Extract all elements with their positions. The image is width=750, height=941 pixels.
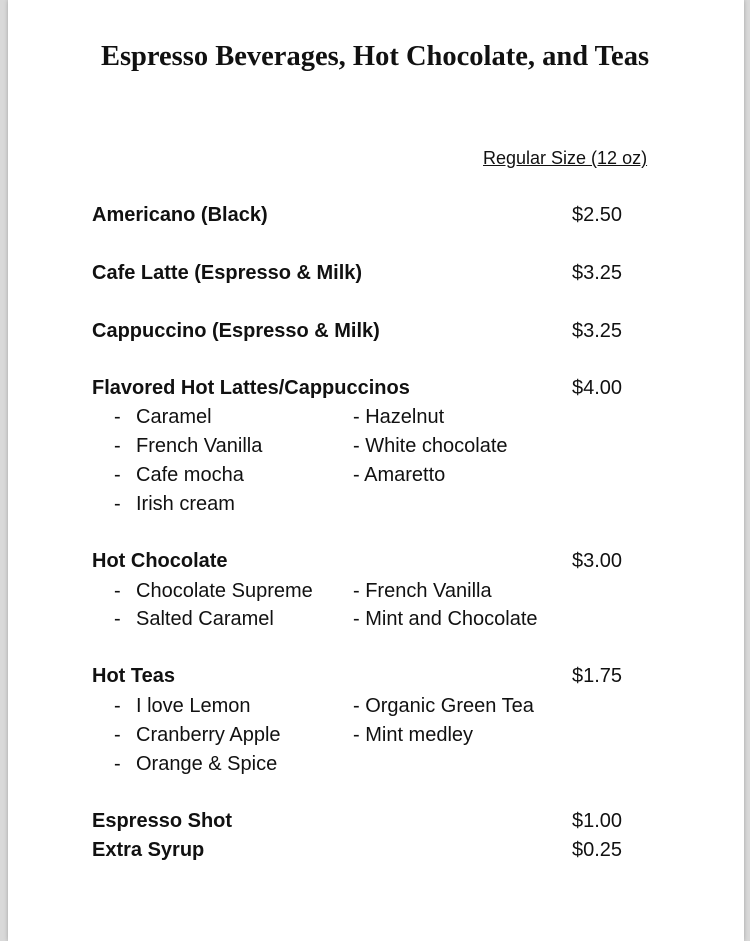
item-cappuccino: Cappuccino (Espresso & Milk): [92, 320, 380, 342]
flavor-option: - Orange & Spice: [114, 753, 278, 775]
price-cappuccino: $3.25: [572, 320, 623, 342]
price-hot-teas: $1.75: [572, 665, 623, 687]
item-hot-chocolate: Hot Chocolate: [92, 550, 228, 572]
item-espresso-shot: Espresso Shot: [92, 810, 233, 832]
flavor-option: - Hazelnut: [353, 406, 445, 428]
item-cafe-latte: Cafe Latte (Espresso & Milk): [92, 262, 363, 284]
item-americano: Americano (Black): [92, 204, 268, 226]
menu-title: Espresso Beverages, Hot Chocolate, and Teas: [100, 41, 650, 72]
price-espresso-shot: $1.00: [572, 810, 623, 832]
price-extra-syrup: $0.25: [572, 839, 623, 861]
flavor-option: - Mint and Chocolate: [353, 608, 538, 630]
flavor-option: - Irish cream: [114, 493, 235, 515]
flavor-option: - Cafe mocha: [114, 464, 244, 486]
flavor-option: - Salted Caramel: [114, 608, 274, 630]
price-hot-chocolate: $3.00: [572, 550, 623, 572]
flavor-option: - White chocolate: [353, 435, 508, 457]
flavor-option: - Chocolate Supreme: [114, 580, 313, 602]
item-hot-teas: Hot Teas: [92, 665, 175, 687]
flavor-option: - Organic Green Tea: [353, 695, 534, 717]
size-column-header: Regular Size (12 oz): [483, 148, 648, 168]
item-extra-syrup: Extra Syrup: [92, 839, 205, 861]
flavor-option: - Caramel: [114, 406, 212, 428]
flavor-option: - French Vanilla: [353, 580, 492, 602]
flavor-option: - Amaretto: [353, 464, 446, 486]
item-flavored-lattes: Flavored Hot Lattes/Cappuccinos: [92, 377, 410, 399]
price-cafe-latte: $3.25: [572, 262, 623, 284]
flavor-option: - Mint medley: [353, 724, 474, 746]
price-flavored-lattes: $4.00: [572, 377, 623, 399]
price-americano: $2.50: [572, 204, 623, 226]
flavor-option: - French Vanilla: [114, 435, 263, 457]
flavor-option: - Cranberry Apple: [114, 724, 281, 746]
flavor-option: - I love Lemon: [114, 695, 251, 717]
